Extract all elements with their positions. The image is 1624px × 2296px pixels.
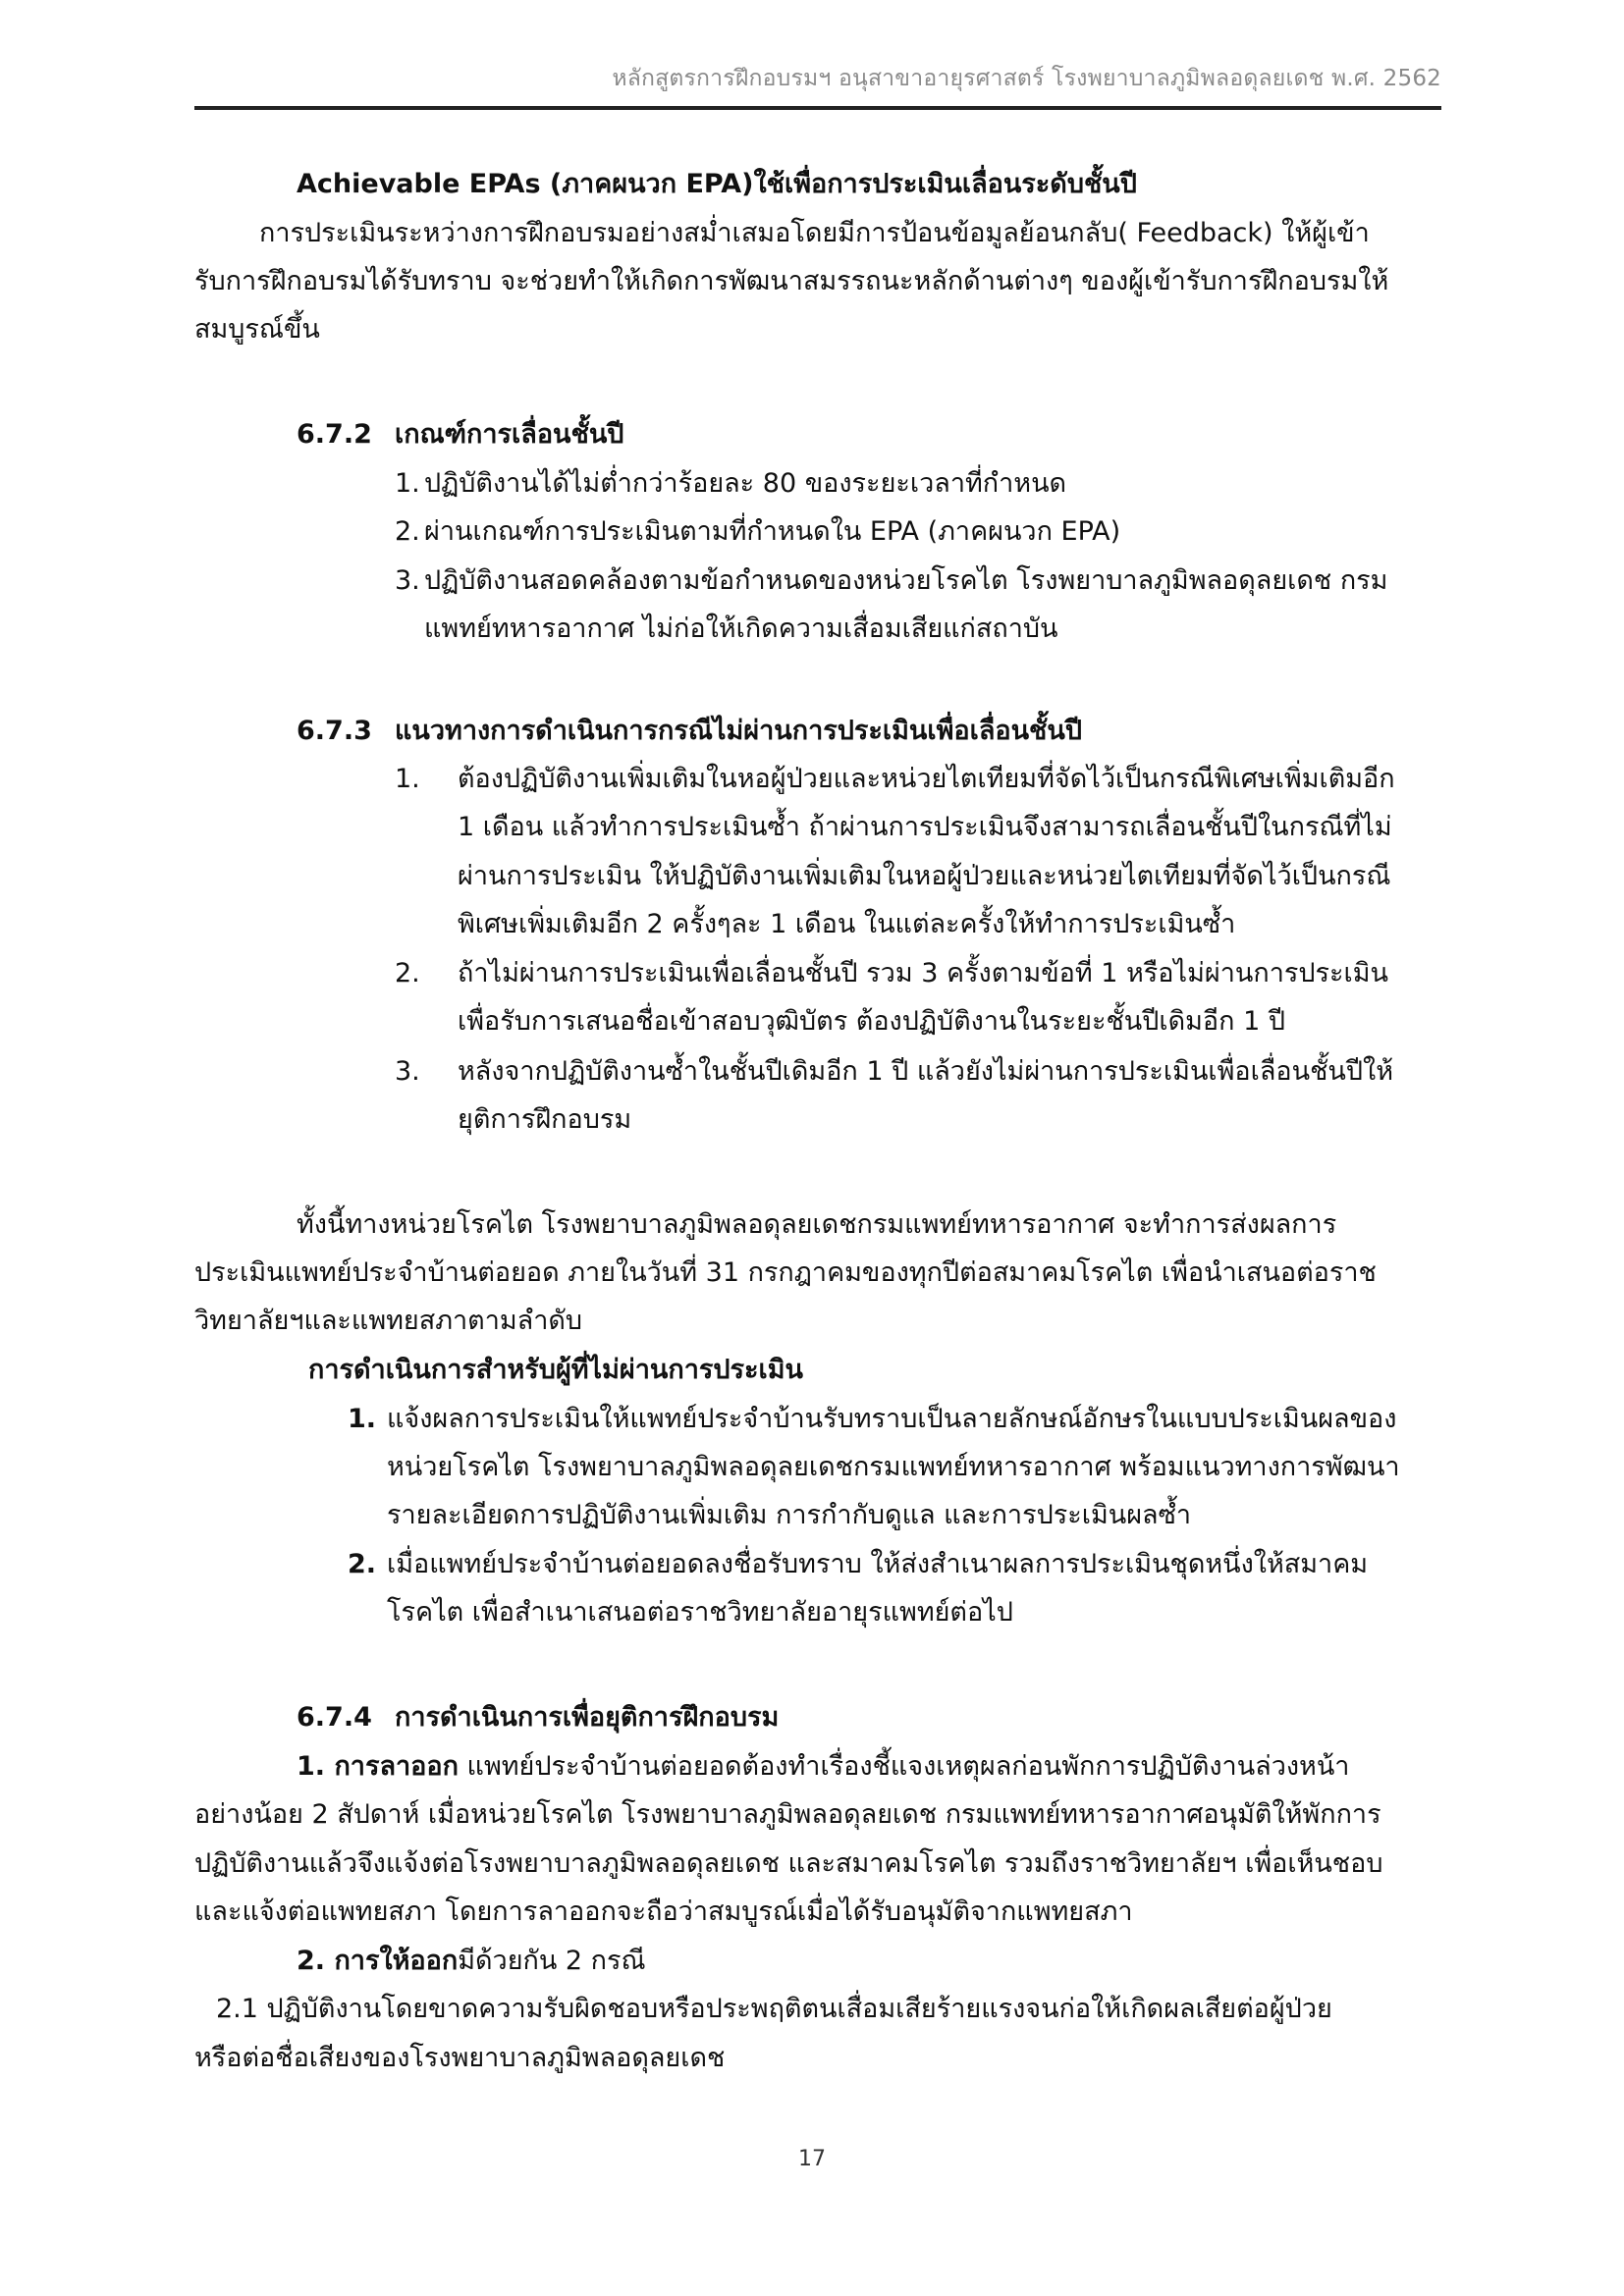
list-number: 2. (395, 958, 420, 988)
list-item: ถ้าไม่ผ่านการประเมินเพื่อเลื่อนชั้นปี รวม 3 ครั้งตามข้อที่ 1 หรือไม่ผ่านการประเมิน (458, 958, 1388, 988)
list-item: หลังจากปฏิบัติงานซ้ำในชั้นปีเดิมอีก 1 ปี แล้วยังไม่ผ่านการประเมินเพื่อเลื่อนชั้นปีให้ (458, 1056, 1393, 1087)
list-item: ต้องปฏิบัติงานเพิ่มเติมในหอผู้ป่วยและหน่วยไตเทียมที่จัดไว้เป็นกรณีพิเศษเพิ่มเติมอีก (458, 764, 1395, 794)
list-item: ปฏิบัติงานได้ไม่ต่ำกว่าร้อยละ 80 ของระยะเวลาที่กำหนด (424, 468, 1067, 499)
intro-line: รับการฝึกอบรมได้รับทราบ จะช่วยทำให้เกิดการพัฒนาสมรรถนะหลักด้านต่างๆ ของผู้เข้ารับการฝึกอบรมให้ (194, 266, 1389, 296)
list-item: แจ้งผลการประเมินให้แพทย์ประจำบ้านรับทราบเป็นลายลักษณ์อักษรในแบบประเมินผลของ (387, 1404, 1397, 1434)
list-item: ปฏิบัติงานสอดคล้องตามข้อกำหนดของหน่วยโรคไต โรงพยาบาลภูมิพลอดุลยเดช กรม (424, 565, 1388, 596)
summary-line: ประเมินแพทย์ประจำบ้านต่อยอด ภายในวันที่ 31 กรกฎาคมของทุกปีต่อสมาคมโรคไต เพื่อนำเสนอต่อราช (194, 1257, 1377, 1288)
list-number: 1. (395, 468, 420, 499)
list-item-cont: 1 เดือน แล้วทำการประเมินซ้ำ ถ้าผ่านการประเมินจึงสามารถเลื่อนชั้นปีในกรณีที่ไม่ (458, 812, 1392, 842)
intro-line: การประเมินระหว่างการฝึกอบรมอย่างสม่ำเสมอโดยมีการป้อนข้อมูลย้อนกลับ( Feedback) ให้ผู้เข้า (259, 218, 1370, 248)
list-item-cont: หน่วยโรคไต โรงพยาบาลภูมิพลอดุลยเดชกรมแพทย์ทหารอากาศ พร้อมแนวทางการพัฒนา (387, 1452, 1400, 1482)
list-number: 1. (348, 1404, 377, 1434)
section-number: 6.7.4 (297, 1702, 372, 1733)
summary-line: วิทยาลัยฯและแพทยสภาตามลำดับ (194, 1306, 583, 1336)
list-item-cont: พิเศษเพิ่มเติมอีก 2 ครั้งๆละ 1 เดือน ในแต่ละครั้งให้ทำการประเมินซ้ำ (458, 909, 1236, 939)
list-item-cont: ผ่านการประเมิน ให้ปฏิบัติงานเพิ่มเติมในหอผู้ป่วยและหน่วยไตเทียมที่จัดไว้เป็นกรณี (458, 861, 1391, 891)
section-number: 6.7.3 (297, 716, 372, 746)
list-item: เมื่อแพทย์ประจำบ้านต่อยอดลงชื่อรับทราบ ให้ส่งสำเนาผลการประเมินชุดหนึ่งให้สมาคม (387, 1549, 1369, 1579)
dismiss-paragraph (297, 1945, 646, 1978)
list-item-cont: รายละเอียดการปฏิบัติงานเพิ่มเติม การกำกับดูแล และการประเมินผลซ้ำ (387, 1500, 1192, 1530)
section-number: 6.7.2 (297, 419, 372, 450)
case-line: หรือต่อชื่อเสียงของโรงพยาบาลภูมิพลอดุลยเดช (194, 2043, 726, 2073)
resign-line: ปฏิบัติงานแล้วจึงแจ้งต่อโรงพยาบาลภูมิพลอดุลยเดช และสมาคมโรคไต รวมถึงราชวิทยาลัยฯ เพื่อเห็นชอบ (194, 1848, 1383, 1879)
intro-line: สมบูรณ์ขึ้น (194, 314, 320, 345)
resign-label: 1. การลาออก (297, 1751, 459, 1782)
failed-heading: การดำเนินการสำหรับผู้ที่ไม่ผ่านการประเมิน (308, 1355, 804, 1385)
intro-heading: Achievable EPAs (ภาคผนวก EPA)ใช้เพื่อการประเมินเลื่อนระดับชั้นปี (297, 169, 1137, 199)
dismiss-text: มีด้วยกัน 2 กรณี (458, 1946, 646, 1976)
list-item-cont: โรคไต เพื่อสำเนาเสนอต่อราชวิทยาลัยอายุรแพทย์ต่อไป (387, 1597, 1013, 1628)
section-title: แนวทางการดำเนินการกรณีไม่ผ่านการประเมินเพื่อเลื่อนชั้นปี (395, 716, 1082, 746)
resign-paragraph-first-line (297, 1750, 1349, 1784)
case-line: 2.1 ปฏิบัติงานโดยขาดความรับผิดชอบหรือประพฤติตนเสื่อมเสียร้ายแรงจนก่อให้เกิดผลเสียต่อผู้ป่วย (216, 1994, 1332, 2024)
list-item-cont: เพื่อรับการเสนอชื่อเข้าสอบวุฒิบัตร ต้องปฏิบัติงานในระยะชั้นปีเดิมอีก 1 ปี (458, 1006, 1285, 1037)
list-number: 3. (395, 1056, 420, 1087)
dismiss-label: 2. การให้ออก (297, 1946, 459, 1976)
list-number: 1. (395, 764, 420, 794)
resign-text: แพทย์ประจำบ้านต่อยอดต้องทำเรื่องชี้แจงเหตุผลก่อนพักการปฏิบัติงานล่วงหน้า (458, 1751, 1350, 1782)
list-number: 2. (395, 516, 420, 547)
section-title: เกณฑ์การเลื่อนชั้นปี (395, 419, 624, 450)
resign-line: และแจ้งต่อแพทยสภา โดยการลาออกจะถือว่าสมบูรณ์เมื่อได้รับอนุมัติจากแพทยสภา (194, 1896, 1133, 1927)
running-header: หลักสูตรการฝึกอบรมฯ อนุสาขาอายุรศาสตร์ โรงพยาบาลภูมิพลอดุลยเดช พ.ศ. 2562 (612, 66, 1441, 91)
list-item-cont: แพทย์ทหารอากาศ ไม่ก่อให้เกิดความเสื่อมเสียแก่สถาบัน (424, 614, 1058, 644)
summary-line: ทั้งนี้ทางหน่วยโรคไต โรงพยาบาลภูมิพลอดุลยเดชกรมแพทย์ทหารอากาศ จะทำการส่งผลการ (297, 1209, 1337, 1240)
page-number: 17 (798, 2147, 826, 2171)
list-number: 3. (395, 565, 420, 596)
list-item-cont: ยุติการฝึกอบรม (458, 1104, 632, 1135)
resign-line: อย่างน้อย 2 สัปดาห์ เมื่อหน่วยโรคไต โรงพยาบาลภูมิพลอดุลยเดช กรมแพทย์ทหารอากาศอนุมัติให้พักการ (194, 1799, 1381, 1830)
list-number: 2. (348, 1549, 377, 1579)
list-item: ผ่านเกณฑ์การประเมินตามที่กำหนดใน EPA (ภาคผนวก EPA) (424, 516, 1121, 547)
section-title: การดำเนินการเพื่อยุติการฝึกอบรม (395, 1702, 780, 1733)
